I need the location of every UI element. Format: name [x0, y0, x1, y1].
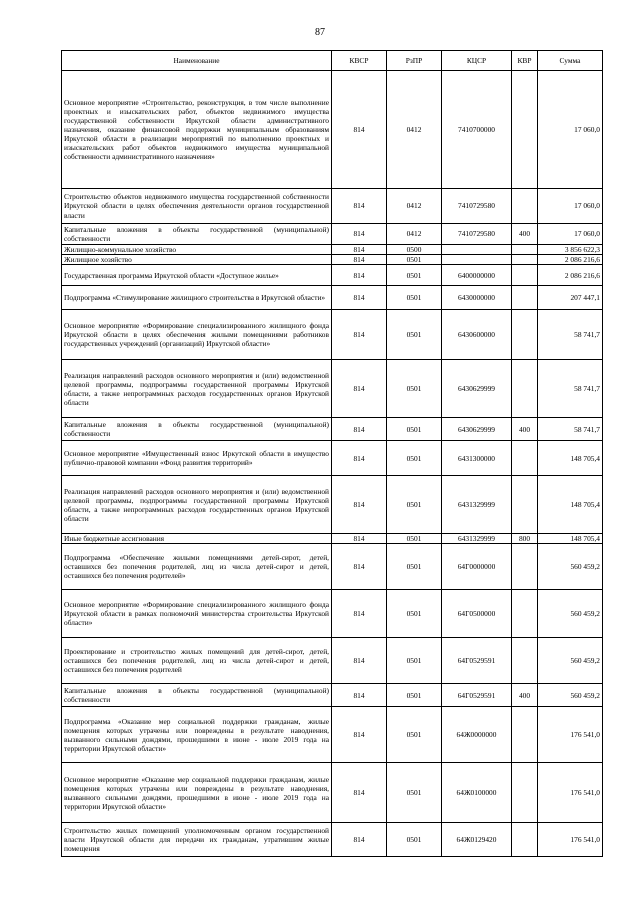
row-rzpr: 0501 — [387, 534, 442, 544]
row-kvr — [512, 476, 538, 534]
row-kvr — [512, 823, 538, 857]
row-kvr — [512, 245, 538, 255]
table-row — [62, 823, 603, 857]
row-kcsr: 64Г0000000 — [442, 544, 512, 590]
row-kvsr: 814 — [332, 255, 387, 265]
row-kvsr: 814 — [332, 360, 387, 418]
row-kvr — [512, 707, 538, 763]
row-kvr: 400 — [512, 418, 538, 441]
table-row — [62, 476, 603, 534]
row-kcsr: 64Ж0000000 — [442, 707, 512, 763]
row-sum: 560 459,2 — [538, 684, 603, 707]
row-kvsr: 814 — [332, 224, 387, 245]
table-row — [62, 310, 603, 360]
row-kcsr: 7410700000 — [442, 71, 512, 189]
row-kvsr: 814 — [332, 763, 387, 823]
row-name: Основное мероприятие «Имущественный взнос Иркутской области в имущество публично-правовой компании «Фонд развития территорий» — [62, 441, 332, 476]
row-kvr — [512, 638, 538, 684]
row-kvr — [512, 544, 538, 590]
header-rzpr: РзПР — [387, 51, 442, 71]
row-sum: 148 705,4 — [538, 476, 603, 534]
row-kcsr: 6430600000 — [442, 310, 512, 360]
row-name: Иные бюджетные ассигнования — [62, 534, 332, 544]
row-kvsr: 814 — [332, 245, 387, 255]
row-rzpr: 0501 — [387, 255, 442, 265]
row-kcsr: 6430000000 — [442, 286, 512, 310]
row-kvsr: 814 — [332, 441, 387, 476]
row-kvr — [512, 310, 538, 360]
row-kvsr: 814 — [332, 544, 387, 590]
row-name: Подпрограмма «Обеспечение жилыми помещениями детей-сирот, детей, оставшихся без попечения родителей, лиц из числа детей-сирот и детей, оставшихся без попечения родителей» — [62, 544, 332, 590]
row-kcsr: 6430629999 — [442, 418, 512, 441]
row-kcsr — [442, 245, 512, 255]
row-name: Проектирование и строительство жилых помещений для детей-сирот, детей, оставшихся без попечения родителей, лиц из числа детей-сирот и детей, оставшихся без попечения родителей — [62, 638, 332, 684]
row-rzpr: 0501 — [387, 590, 442, 638]
row-kvsr: 814 — [332, 418, 387, 441]
row-kvsr: 814 — [332, 590, 387, 638]
row-kvsr: 814 — [332, 823, 387, 857]
table-row — [62, 638, 603, 684]
page-number: 87 — [315, 27, 325, 38]
row-kvsr: 814 — [332, 638, 387, 684]
table-row — [62, 684, 603, 707]
row-kvr: 400 — [512, 684, 538, 707]
header-name: Наименование — [62, 51, 332, 71]
row-kvr — [512, 255, 538, 265]
row-kcsr: 6400000000 — [442, 265, 512, 286]
table-row — [62, 189, 603, 224]
table-row — [62, 418, 603, 441]
row-name: Подпрограмма «Оказание мер социальной поддержки гражданам, жилые помещения которых утрачены или повреждены в результате наводнения, вызванного сильными дождями, прошедшими в июне - июле 2019 года на территории Иркутской области» — [62, 707, 332, 763]
row-name: Основное мероприятие «Строительство, реконструкция, в том числе выполнение проектных и изыскательских работ, объектов недвижимого имущества государственной собственности Иркутской области административного назначения, оказание финансовой поддержки муниципальным образованиям Иркутской области в реализации мероприятий по выполнению проектных и изыскательских работ объектов недвижимого имущества муниципальной собственности административного назначения» — [62, 71, 332, 189]
row-kvsr: 814 — [332, 189, 387, 224]
header-sum: Сумма — [538, 51, 603, 71]
row-kvsr: 814 — [332, 265, 387, 286]
row-kcsr — [442, 255, 512, 265]
row-kvr: 400 — [512, 224, 538, 245]
table-row — [62, 707, 603, 763]
row-name: Жилищное хозяйство — [62, 255, 332, 265]
header-kcsr: КЦСР — [442, 51, 512, 71]
row-sum: 176 541,0 — [538, 823, 603, 857]
row-kvr: 800 — [512, 534, 538, 544]
row-kcsr: 64Г0529591 — [442, 684, 512, 707]
table-row — [62, 360, 603, 418]
row-sum: 2 086 216,6 — [538, 255, 603, 265]
row-kcsr: 7410729580 — [442, 189, 512, 224]
row-rzpr: 0501 — [387, 544, 442, 590]
header-row — [62, 51, 603, 71]
row-rzpr: 0501 — [387, 265, 442, 286]
row-kvsr: 814 — [332, 71, 387, 189]
row-sum: 148 705,4 — [538, 441, 603, 476]
row-kvsr: 814 — [332, 476, 387, 534]
row-kvsr: 814 — [332, 310, 387, 360]
row-kcsr: 7410729580 — [442, 224, 512, 245]
row-sum: 17 060,0 — [538, 71, 603, 189]
row-kcsr: 64Ж0129420 — [442, 823, 512, 857]
row-kvr — [512, 189, 538, 224]
row-kvr — [512, 590, 538, 638]
row-rzpr: 0412 — [387, 189, 442, 224]
row-sum: 560 459,2 — [538, 590, 603, 638]
row-sum: 3 856 622,3 — [538, 245, 603, 255]
row-sum: 560 459,2 — [538, 544, 603, 590]
row-name: Государственная программа Иркутской области «Доступное жилье» — [62, 265, 332, 286]
row-sum: 58 741,7 — [538, 418, 603, 441]
row-sum: 176 541,0 — [538, 707, 603, 763]
row-name: Основное мероприятие «Формирование специализированного жилищного фонда Иркутской области в рамках полномочий министерства строительства Иркутской области» — [62, 590, 332, 638]
row-kcsr: 64Ж0100000 — [442, 763, 512, 823]
row-kcsr: 6431329999 — [442, 476, 512, 534]
row-name: Строительство жилых помещений уполномоченным органом государственной власти Иркутской области для передачи их гражданам, утратившим жилые помещения — [62, 823, 332, 857]
row-rzpr: 0501 — [387, 286, 442, 310]
row-rzpr: 0501 — [387, 684, 442, 707]
row-sum: 17 060,0 — [538, 224, 603, 245]
row-rzpr: 0500 — [387, 245, 442, 255]
row-kcsr: 6431300000 — [442, 441, 512, 476]
row-sum: 148 705,4 — [538, 534, 603, 544]
row-rzpr: 0501 — [387, 441, 442, 476]
row-name: Реализация направлений расходов основного мероприятия и (или) ведомственной целевой программы, подпрограммы государственной программы Иркутской области, а также непрограммных расходов государственных органов Иркутской области — [62, 476, 332, 534]
row-kvr — [512, 265, 538, 286]
row-sum: 58 741,7 — [538, 360, 603, 418]
row-kvr — [512, 360, 538, 418]
row-sum: 560 459,2 — [538, 638, 603, 684]
row-sum: 176 541,0 — [538, 763, 603, 823]
row-rzpr: 0501 — [387, 823, 442, 857]
row-sum: 58 741,7 — [538, 310, 603, 360]
table-row — [62, 534, 603, 544]
row-rzpr: 0501 — [387, 638, 442, 684]
row-name: Подпрограмма «Стимулирование жилищного строительства в Иркутской области» — [62, 286, 332, 310]
row-rzpr: 0412 — [387, 224, 442, 245]
row-kvsr: 814 — [332, 534, 387, 544]
row-kvr — [512, 71, 538, 189]
row-name: Основное мероприятие «Оказание мер социальной поддержки гражданам, жилые помещения которых утрачены или повреждены в результате наводнения, вызванного сильными дождями, прошедшими в июне - июле 2019 года на территории Иркутской области» — [62, 763, 332, 823]
table-row — [62, 71, 603, 189]
header-kvsr: КВСР — [332, 51, 387, 71]
row-sum: 207 447,1 — [538, 286, 603, 310]
row-name: Капитальные вложения в объекты государственной (муниципальной) собственности — [62, 684, 332, 707]
row-rzpr: 0501 — [387, 476, 442, 534]
row-rzpr: 0501 — [387, 310, 442, 360]
row-kvsr: 814 — [332, 684, 387, 707]
row-rzpr: 0501 — [387, 360, 442, 418]
row-kvr — [512, 286, 538, 310]
row-kvr — [512, 441, 538, 476]
row-kcsr: 6430629999 — [442, 360, 512, 418]
table-row — [62, 265, 603, 286]
table-row — [62, 286, 603, 310]
row-kcsr: 6431329999 — [442, 534, 512, 544]
row-rzpr: 0501 — [387, 707, 442, 763]
row-kcsr: 64Г0529591 — [442, 638, 512, 684]
row-rzpr: 0501 — [387, 418, 442, 441]
row-kcsr: 64Г0500000 — [442, 590, 512, 638]
table-row — [62, 255, 603, 265]
row-rzpr: 0412 — [387, 71, 442, 189]
row-kvr — [512, 763, 538, 823]
budget-table — [61, 50, 603, 857]
row-name: Реализация направлений расходов основного мероприятия и (или) ведомственной целевой программы, подпрограммы государственной программы Иркутской области, а также непрограммных расходов государственных органов Иркутской области — [62, 360, 332, 418]
table-row — [62, 245, 603, 255]
row-name: Строительство объектов недвижимого имущества государственной собственности Иркутской области в целях обеспечения деятельности органов государственной власти — [62, 189, 332, 224]
table-row — [62, 763, 603, 823]
table-row — [62, 590, 603, 638]
row-name: Основное мероприятие «Формирование специализированного жилищного фонда Иркутской области в целях обеспечения жилыми помещениями работников государственных учреждений (организаций) Иркутской области» — [62, 310, 332, 360]
row-name: Капитальные вложения в объекты государственной (муниципальной) собственности — [62, 224, 332, 245]
row-sum: 17 060,0 — [538, 189, 603, 224]
table-row — [62, 441, 603, 476]
table-row — [62, 544, 603, 590]
header-kvr: КВР — [512, 51, 538, 71]
row-name: Жилищно-коммунальное хозяйство — [62, 245, 332, 255]
row-sum: 2 086 216,6 — [538, 265, 603, 286]
table-row — [62, 224, 603, 245]
row-rzpr: 0501 — [387, 763, 442, 823]
row-kvsr: 814 — [332, 286, 387, 310]
row-name: Капитальные вложения в объекты государственной (муниципальной) собственности — [62, 418, 332, 441]
row-kvsr: 814 — [332, 707, 387, 763]
